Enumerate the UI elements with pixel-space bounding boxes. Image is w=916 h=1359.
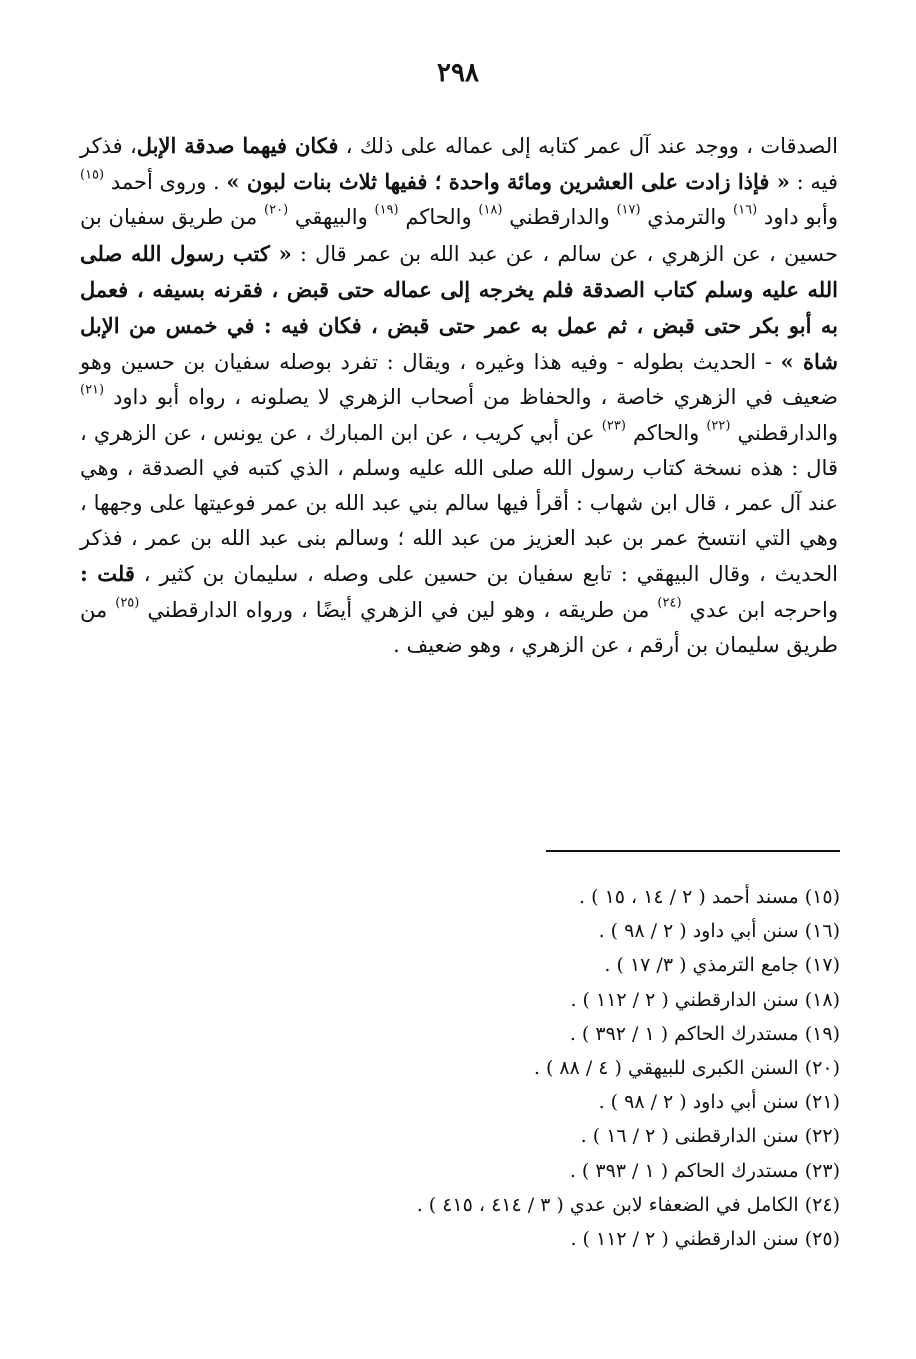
- text-segment: . وروى أحمد: [104, 170, 227, 195]
- main-paragraph: [80, 128, 838, 663]
- footnote-entry: (٢١) سنن أبي داود ( ٢ / ٩٨ ) .: [598, 1091, 840, 1114]
- page-number: ٢٩٨: [437, 58, 479, 88]
- footnote-reference: (٢٥): [115, 595, 140, 611]
- bold-text-segment: « فإذا زادت على العشرين ومائة واحدة ؛ ففيها ثلاث بنات لبون »: [226, 169, 790, 195]
- footnote-reference: (٢١): [80, 383, 105, 399]
- footnote-reference: (٢٤): [657, 595, 682, 611]
- footnote-entry: (٢٣) مستدرك الحاكم ( ١ / ٣٩٣ ) .: [569, 1159, 840, 1182]
- text-segment: الصدقات ، ووجد عند آل عمر كتابه إلى عماله على ذلك ،: [338, 134, 838, 158]
- footnote-entry: (١٥) مسند أحمد ( ٢ / ١٤ ، ١٥ ) .: [579, 886, 840, 908]
- text-segment: - الحديث بطوله - وفيه هذا وغيره ، ويقال : تفرد بوصله سفيان بن حسين وهو ضعيف في الزهري خاصة ، والحفاظ من أصحاب الزهري لا يصلونه ، رواه أبو داود: [80, 350, 838, 410]
- footnote-reference: (١٥): [80, 167, 105, 183]
- footnotes-list: [200, 880, 840, 1256]
- text-segment: عن أبي كريب ، عن ابن المبارك ، عن يونس ، عن الزهري ، قال : هذه نسخة كتاب رسول الله صلى الله عليه وسلم ، الذي كتبه في الصدقة ، وهي عند آل عمر ، قال ابن شهاب : أقرأ فيها سالم بني عبد الله بن عمر فوعيتها على وجهها ، وهي التي انتسخ عمر بن عبد العزيز من عبد الله ؛ وسالم بنى عبد الله بن عمر ، فذكر الحديث ، وقال البيهقي : تابع سفيان بن حسين على وصله ، سليمان بن كثير ،: [80, 420, 838, 587]
- text-segment: من طريقه ، وهو لين في الزهري أيضًا ، ورواه الدارقطني: [139, 597, 658, 622]
- footnote-entry: (١٩) مستدرك الحاكم ( ١ / ٣٩٢ ) .: [569, 1022, 840, 1045]
- text-segment: ، فذكر فيه :: [80, 134, 838, 195]
- text-segment: والدارقطني: [502, 205, 617, 230]
- footnote-entry: (١٨) سنن الدارقطني ( ٢ / ١١٢ ) .: [570, 988, 840, 1011]
- bold-text-segment: قلت :: [80, 561, 135, 587]
- text-segment: والدارقطني: [730, 420, 838, 445]
- footnote-divider: [546, 850, 840, 852]
- footnote-reference: (١٧): [616, 203, 641, 219]
- text-segment: والحاكم: [625, 420, 707, 445]
- footnote-entry: (٢٠) السنن الكبرى للبيهقي ( ٤ / ٨٨ ) .: [533, 1057, 840, 1080]
- text-segment: والبيهقي: [288, 205, 375, 230]
- bold-text-segment: « كتب رسول الله صلى الله عليه وسلم كتاب الصدقة فلم يخرجه إلى عماله حتى قبض ، فقرنه بسيفه ، فعمل به أبو بكر حتى قبض ، ثم عمل به عمر حتى قبض ، فكان فيه : في خمس من الإبل شاة »: [80, 240, 838, 375]
- footnote-entry: (١٦) سنن أبي داود ( ٢ / ٩٨ ) .: [598, 920, 840, 943]
- footnote-entry: (٢٢) سنن الدارقطنى ( ٢ / ١٦ ) .: [580, 1125, 840, 1148]
- footnote-reference: (١٦): [733, 203, 758, 219]
- text-segment: من طريق سفيان بن حسين ، عن الزهري ، عن سالم ، عن عبد الله بن عمر قال :: [80, 205, 838, 266]
- footnote-entry: (٢٥) سنن الدارقطني ( ٢ / ١١٢ ) .: [570, 1228, 840, 1251]
- footnote-entry: (١٧) جامع الترمذي ( ٣/ ١٧ ) .: [604, 954, 840, 977]
- footnote-entry: (٢٤) الكامل في الضعفاء لابن عدي ( ٣ / ٤١٤ ، ٤١٥ ) .: [416, 1193, 840, 1216]
- footnote-reference: (١٩): [374, 203, 399, 219]
- text-segment: واحرجه ابن عدي: [681, 597, 838, 622]
- text-segment: والترمذي: [640, 205, 734, 230]
- footnote-reference: (٢٢): [706, 418, 731, 434]
- footnote-reference: (١٨): [478, 203, 503, 219]
- text-segment: والحاكم: [398, 205, 479, 230]
- footnote-reference: (٢٣): [601, 418, 626, 434]
- text-segment: وأبو داود: [757, 205, 838, 230]
- footnote-reference: (٢٠): [264, 203, 289, 219]
- bold-text-segment: فكان فيهما صدقة الإبل: [136, 133, 339, 158]
- text-segment: من طريق سليمان بن أرقم ، عن الزهري ، وهو ضعيف .: [80, 597, 838, 657]
